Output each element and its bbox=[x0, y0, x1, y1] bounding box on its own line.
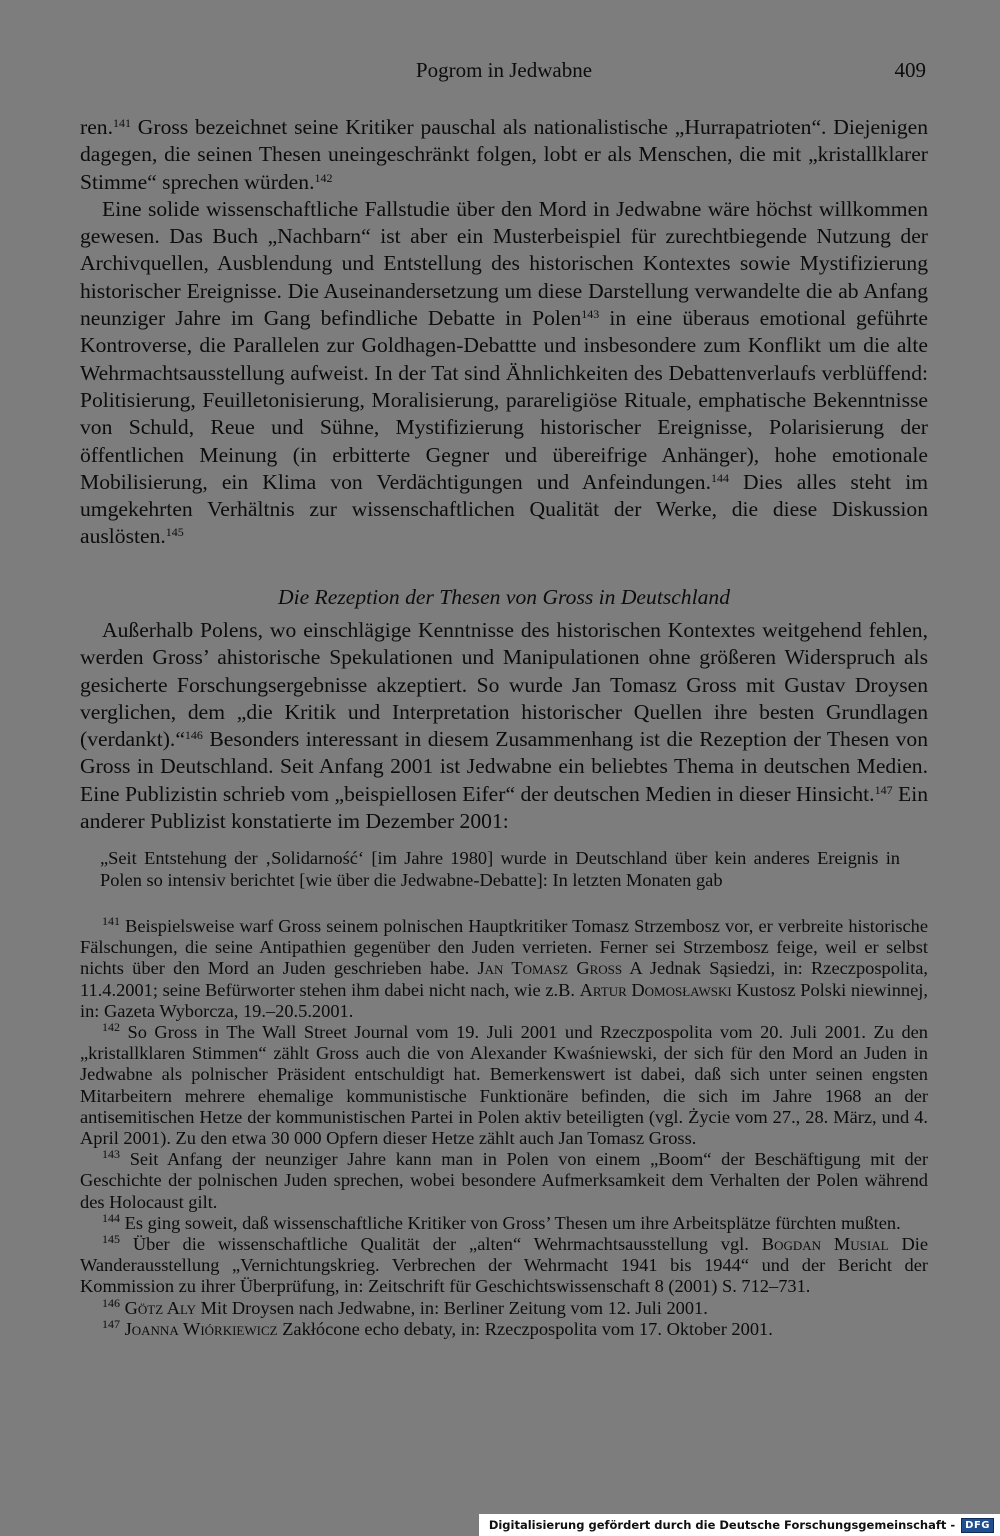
author-name: Bogdan Musial bbox=[761, 1234, 889, 1255]
footnote-marker: 142 bbox=[314, 170, 333, 185]
paragraph-3 bbox=[80, 617, 928, 835]
author-name: Joanna Wiórkiewicz bbox=[124, 1318, 278, 1339]
dfg-logo: DFG bbox=[961, 1518, 994, 1533]
text-run: Kustosz Polski niewinnej, in: Gazeta Wyborcza, 19.–20.5.2001. bbox=[80, 979, 928, 1021]
running-head bbox=[80, 58, 928, 86]
footnote-marker: 146 bbox=[184, 728, 203, 743]
text-run: Dies alles steht im umgekehrten Verhältnis zur wissenschaftlichen Qualität der Werke, die diese Diskussion auslösten. bbox=[80, 469, 928, 549]
footnote-marker: 143 bbox=[102, 1147, 120, 1162]
text-run: Besonders interessant in diesem Zusammenhang ist die Rezeption der Thesen von Gross in Deutschland. Seit Anfang 2001 ist Jedwabne ein beliebtes Thema in deutschen Medien. Eine Publizistin schrieb vom „beispiellosen Eifer“ der deutschen Medien in dieser Hinsicht. bbox=[80, 727, 928, 806]
footnote bbox=[80, 1149, 928, 1213]
text-run: So Gross in The Wall Street Journal vom 19. Juli 2001 und Rzeczpospolita vom 20. Juli 2001. Zu den „kristallklaren Stimmen“ zählt Gross auch die von Alexander Kwaśniewski, der sich für den Mord an Juden in Jedwabne als polnischer Präsident entschuldigt hat. Bemerkenswert ist dabei, daß sich unter seinen engsten Mitarbeitern mehrere ehemalige kommunistische Funktionäre befinden, die sich im Jahre 1968 an der antisemitischen Hetze der kommunistischen Partei in Polen aktiv beteiligten (vgl. Życie vom 27., 28. März, und 4. April 2001). Zu den etwa 30 000 Opfern dieser Hetze zählt auch Jan Tomasz Gross. bbox=[80, 1022, 928, 1149]
digitization-credit-banner bbox=[479, 1514, 1000, 1536]
footnote-marker: 145 bbox=[102, 1232, 120, 1247]
text-run: Die Wanderausstellung „Vernichtungskrieg. Verbrechen der Wehrmacht 1941 bis 1944“ und der Bericht der Kommission zu ihrer Überprüfung, in: Zeitschrift für Geschichtswissenschaft 8 (2001) S. 712–731. bbox=[80, 1234, 928, 1297]
block-quote: „Seit Entstehung der ‚Solidarność‘ [im Jahre 1980] wurde in Deutschland über kein anderes Ereignis in Polen so intensiv berichtet [wie über die Jedwabne-Debatte]: In letzten Monaten gab bbox=[100, 848, 900, 890]
paragraph-2 bbox=[80, 196, 928, 551]
text-run: ren. bbox=[80, 115, 113, 139]
text-run: Seit Anfang der neunziger Jahre kann man in Polen von einem „Boom“ der Beschäftigung mit der Geschichte der polnischen Juden sprechen, wobei besondere Aufmerksamkeit dem Verhalten der Polen während des Holocaust gilt. bbox=[80, 1149, 928, 1212]
footnote bbox=[80, 1234, 928, 1298]
digitization-credit-text: Digitalisierung gefördert durch die Deutsche Forschungsgemeinschaft - bbox=[488, 1518, 956, 1532]
author-name: Artur Domosławski bbox=[579, 979, 732, 1000]
footnote-marker: 146 bbox=[102, 1295, 120, 1310]
body-text bbox=[80, 114, 928, 551]
footnote-marker: 142 bbox=[102, 1020, 120, 1035]
author-name: Götz Aly bbox=[124, 1297, 197, 1318]
footnote bbox=[80, 1022, 928, 1149]
footnote-marker: 145 bbox=[165, 525, 184, 540]
text-run: in eine überaus emotional geführte Kontroverse, die Parallelen zur Goldhagen-Debattte und insbesondere zum Konflikt um die alte Wehrmachtsausstellung aufweist. In der Tat sind Ähnlichkeiten des Debattenverlaufs verblüffend: Politisierung, Feuilletonisierung, Moralisierung, parareligiöse Rituale, emphatische Bekenntnisse von Schuld, Reue und Sühne, Mystifizierung historischer Ereignisse, Polarisierung der öffentlichen Meinung (in erbitterte Gegner und übereifrige Anhänger), hohe emotionale Mobilisierung, ein Klima von Verdächtigungen und Anfeindungen. bbox=[80, 306, 929, 494]
text-run: Ein anderer Publizist konstatierte im Dezember 2001: bbox=[80, 781, 929, 834]
footnote bbox=[80, 1210, 928, 1234]
text-run: Zakłócone echo debaty, in: Rzeczpospolita vom 17. Oktober 2001. bbox=[277, 1318, 773, 1339]
footnote-marker: 144 bbox=[102, 1210, 120, 1225]
footnote bbox=[80, 1295, 928, 1319]
body-text-2 bbox=[80, 617, 928, 835]
footnote bbox=[80, 916, 928, 1022]
footnotes bbox=[80, 916, 928, 1340]
text-run: Gross bezeichnet seine Kritiker pauschal als nationalistische „Hurrapatrioten“. Diejenigen dagegen, die seinen Thesen uneingeschränkt folgen, lobt er als Menschen, die mit „kristallklarer Stimme“ sprechen würden. bbox=[80, 115, 928, 194]
text-run: Beispielsweise warf Gross seinem polnischen Hauptkritiker Tomasz Strzembosz vor, er verbreite historische Fälschungen, die seine Antipathien gegenüber den Juden verrieten. Ferner sei Strzembosz feige, weil er selbst nichts über den Mord an Juden geschrieben habe. bbox=[80, 916, 928, 979]
text-run: Eine solide wissenschaftliche Fallstudie über den Mord in Jedwabne wäre höchst willkommen gewesen. Das Buch „Nachbarn“ ist aber ein Musterbeispiel für zurechtbiegende Nutzung der Archivquellen, Ausblendung und Entstellung des historischen Kontextes sowie Mystifizierung historischer Ereignisse. Die Auseinandersetzung um diese Darstellung verwandelte die ab Anfang neunziger Jahre im Gang befindliche Debatte in Polen bbox=[80, 196, 928, 331]
text-run: Über die wissenschaftliche Qualität der „alten“ Wehrmachtsausstellung vgl. bbox=[120, 1234, 762, 1255]
footnote-marker: 143 bbox=[581, 307, 600, 322]
footnote bbox=[80, 1316, 928, 1340]
running-head-title: Pogrom in Jedwabne bbox=[415, 58, 593, 82]
text-run: Außerhalb Polens, wo einschlägige Kenntnisse des historischen Kontextes weitgehend fehlen, werden Gross’ ahistorische Spekulationen und Manipulationen ohne größeren Widerspruch als gesicherte Forschungsergebnisse akzeptiert. So wurde Jan Tomasz Gross mit Gustav Droysen verglichen, dem „die Kritik und Interpretation historischer Quellen ihre besten Grundlagen (verdankt).“ bbox=[80, 618, 928, 752]
text-run: A Jednak Sąsiedzi, in: Rzeczpospolita, 11.4.2001; seine Befürworter stehen ihm dabei nicht nach, wie z.B. bbox=[80, 958, 928, 1000]
footnote-marker: 147 bbox=[874, 782, 893, 797]
text-run: Es ging soweit, daß wissenschaftliche Kritiker von Gross’ Thesen um ihre Arbeitsplätze fürchten mußten. bbox=[120, 1212, 901, 1233]
text-run: Mit Droysen nach Jedwabne, in: Berliner Zeitung vom 12. Juli 2001. bbox=[196, 1297, 708, 1318]
author-name: Jan Tomasz Gross bbox=[477, 958, 623, 979]
footnote-marker: 141 bbox=[102, 914, 120, 928]
footnote-marker: 141 bbox=[112, 116, 131, 130]
footnote-marker: 147 bbox=[102, 1316, 120, 1331]
section-heading: Die Rezeption der Thesen von Gross in Deutschland bbox=[277, 585, 730, 609]
footnote-marker: 144 bbox=[710, 470, 729, 485]
paragraph-1 bbox=[80, 114, 928, 196]
page-number: 409 bbox=[894, 58, 926, 82]
